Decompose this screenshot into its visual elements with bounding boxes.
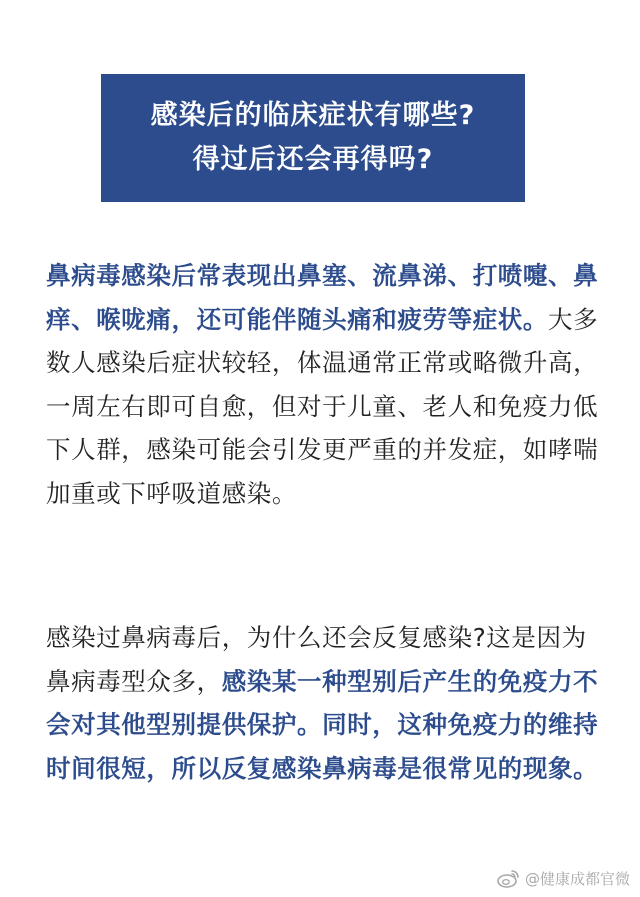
- reinfection-body: 感染过鼻病毒后，为什么还会反复感染?这是因为鼻病毒型众多，: [46, 623, 587, 696]
- symptoms-body: 大多数人感染后症状较轻，体温通常正常或略微升高，一周左右即可自愈，但对于儿童、老人和免疫力低下人群，感染可能会引发更严重的并发症，如哮喘加重或下呼吸道感染。: [46, 304, 599, 508]
- reinfection-highlight: 感染某一种型别后产生的免疫力不会对其他型别提供保护。同时，这种免疫力的维持时间很短，所以反复感染鼻病毒是很常见的现象。: [46, 666, 599, 783]
- paragraph-reinfection: [46, 616, 602, 790]
- weibo-icon: [497, 868, 521, 888]
- title-banner: [101, 74, 525, 202]
- title-line-2: 得过后还会再得吗?: [192, 144, 434, 175]
- paragraph-symptoms: [46, 254, 602, 515]
- symptoms-highlight: 鼻病毒感染后常表现出鼻塞、流鼻涕、打喷嚏、鼻痒、喉咙痛，还可能伴随头痛和疲劳等症状。: [46, 261, 599, 334]
- watermark: [497, 867, 630, 889]
- title-line-1: 感染后的临床症状有哪些?: [150, 100, 476, 131]
- watermark-text: @健康成都官微: [524, 869, 630, 888]
